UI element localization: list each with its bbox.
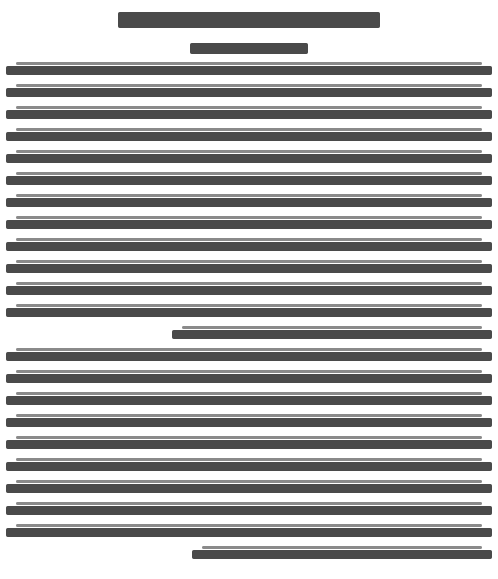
text-line-detail-placeholder xyxy=(16,128,482,131)
text-line-placeholder xyxy=(6,198,492,207)
text-line-placeholder xyxy=(6,484,492,493)
text-line-placeholder xyxy=(6,154,492,163)
text-line-detail-placeholder xyxy=(16,414,482,417)
text-line-placeholder xyxy=(192,550,492,559)
text-line-placeholder xyxy=(6,440,492,449)
text-line-placeholder xyxy=(6,242,492,251)
text-line-placeholder xyxy=(6,374,492,383)
text-line-detail-placeholder xyxy=(16,392,482,395)
text-line-detail-placeholder xyxy=(16,480,482,483)
text-line-placeholder xyxy=(6,264,492,273)
text-line-placeholder xyxy=(6,396,492,405)
text-line-detail-placeholder xyxy=(16,172,482,175)
byline-placeholder xyxy=(190,43,308,54)
text-line-detail-placeholder xyxy=(16,436,482,439)
text-line-placeholder xyxy=(6,528,492,537)
text-line-placeholder xyxy=(6,88,492,97)
text-line-placeholder xyxy=(6,132,492,141)
text-line-detail-placeholder xyxy=(16,106,482,109)
text-line-placeholder xyxy=(6,66,492,75)
text-line-detail-placeholder xyxy=(16,524,482,527)
text-line-placeholder xyxy=(6,462,492,471)
text-line-detail-placeholder xyxy=(16,260,482,263)
text-line-detail-placeholder xyxy=(16,348,482,351)
text-line-placeholder xyxy=(6,110,492,119)
text-line-placeholder xyxy=(6,308,492,317)
headline-placeholder xyxy=(118,12,380,28)
text-line-detail-placeholder xyxy=(182,326,482,329)
text-line-detail-placeholder xyxy=(16,458,482,461)
text-line-detail-placeholder xyxy=(16,194,482,197)
text-line-detail-placeholder xyxy=(16,502,482,505)
text-line-placeholder xyxy=(6,506,492,515)
text-line-placeholder xyxy=(6,418,492,427)
text-line-detail-placeholder xyxy=(16,282,482,285)
text-line-placeholder xyxy=(6,352,492,361)
text-line-placeholder xyxy=(172,330,492,339)
text-line-detail-placeholder xyxy=(16,150,482,153)
text-line-detail-placeholder xyxy=(16,84,482,87)
text-line-detail-placeholder xyxy=(16,304,482,307)
text-line-placeholder xyxy=(6,286,492,295)
text-line-detail-placeholder xyxy=(16,238,482,241)
text-line-placeholder xyxy=(6,176,492,185)
text-line-detail-placeholder xyxy=(16,370,482,373)
body-line-placeholders xyxy=(6,62,492,574)
text-line-placeholder xyxy=(6,220,492,229)
text-line-detail-placeholder xyxy=(16,216,482,219)
text-line-detail-placeholder xyxy=(16,62,482,65)
text-line-detail-placeholder xyxy=(202,546,482,549)
